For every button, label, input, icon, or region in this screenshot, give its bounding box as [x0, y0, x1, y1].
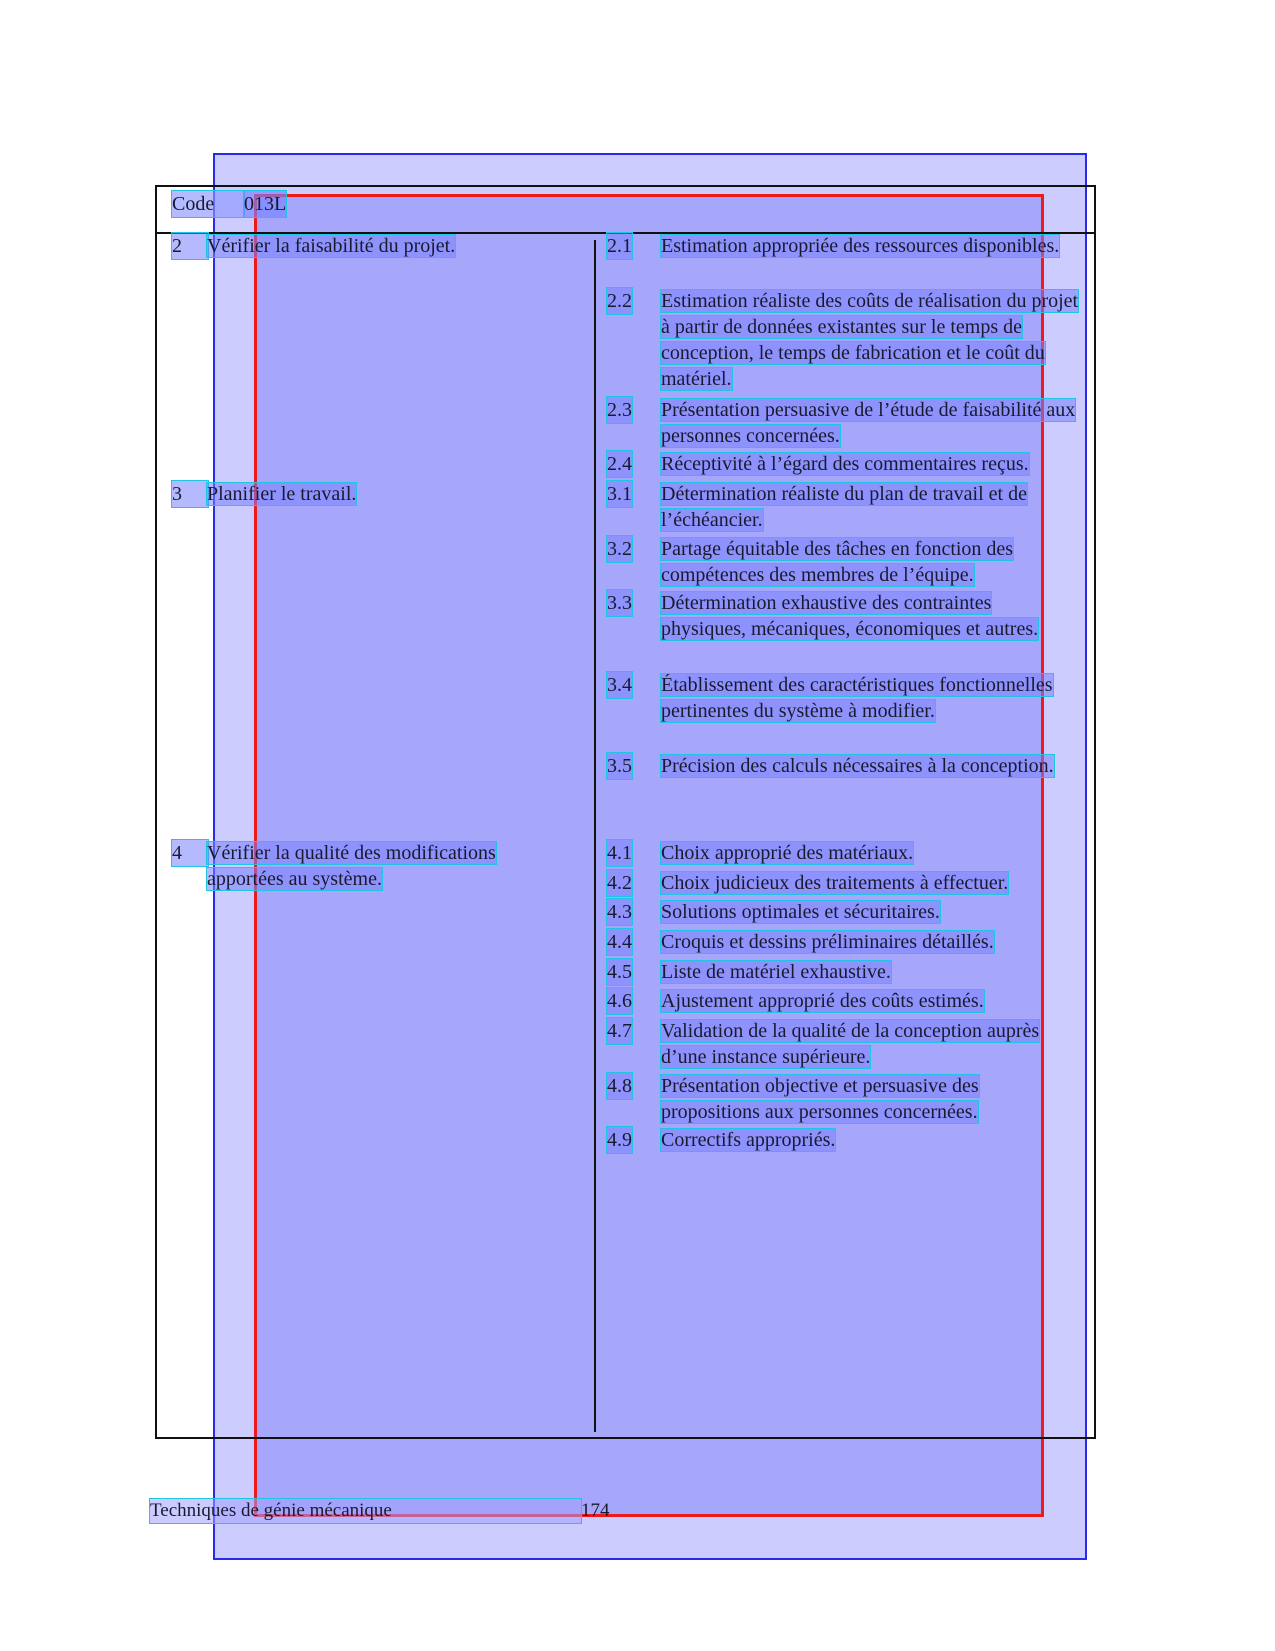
criterion-number: 2.3	[607, 399, 632, 421]
criterion-text: Détermination exhaustive des contraintes physiques, mécaniques, économiques et autres.	[661, 592, 1039, 640]
code-label: Code	[172, 191, 244, 217]
criterion-number: 4.6	[607, 990, 632, 1012]
criterion-text: Précision des calculs nécessaires à la conception.	[661, 755, 1054, 777]
criterion-text: Présentation persuasive de l’étude de faisabilité aux personnes concernées.	[661, 399, 1076, 447]
criterion-text: Choix approprié des matériaux.	[661, 842, 914, 864]
element-number: 3	[172, 481, 208, 507]
element-title: Planifier le travail.	[207, 483, 357, 505]
element-title: Vérifier la faisabilité du projet.	[207, 235, 456, 257]
criterion-text: Choix judicieux des traitements à effectuer.	[661, 872, 1009, 894]
criterion-text: Estimation réaliste des coûts de réalisation du projet à partir de données existantes sur le temps de conception, le temps de fabrication et le coût du matériel.	[661, 290, 1079, 390]
criterion-text: Détermination réaliste du plan de travail et de l’échéancier.	[661, 483, 1027, 531]
criterion-number: 3.2	[607, 538, 632, 560]
criterion-number: 3.4	[607, 674, 632, 696]
criterion-number: 4.4	[607, 931, 632, 953]
criterion-number: 3.1	[607, 483, 632, 505]
footer-program: Techniques de génie mécanique	[150, 1499, 581, 1523]
criterion-text: Présentation objective et persuasive des propositions aux personnes concernées.	[661, 1075, 979, 1123]
criterion-text: Estimation appropriée des ressources disponibles.	[661, 235, 1060, 257]
criterion-text: Ajustement approprié des coûts estimés.	[661, 990, 984, 1012]
criterion-text: Réceptivité à l’égard des commentaires reçus.	[661, 453, 1029, 475]
criterion-text: Établissement des caractéristiques fonctionnelles pertinentes du système à modifier.	[661, 674, 1053, 722]
code-line	[172, 191, 286, 217]
element-title: Vérifier la qualité des modifications apportées au système.	[207, 842, 496, 890]
criterion-number: 3.5	[607, 755, 632, 777]
criterion-number: 2.1	[607, 235, 632, 257]
criterion-number: 4.1	[607, 842, 632, 864]
criterion-text: Correctifs appropriés.	[661, 1129, 836, 1151]
column-divider	[594, 240, 596, 1432]
element-number: 4	[172, 840, 208, 866]
criterion-text: Solutions optimales et sécuritaires.	[661, 901, 940, 923]
criterion-number: 2.4	[607, 453, 632, 475]
criterion-text: Croquis et dessins préliminaires détaillés.	[661, 931, 994, 953]
criterion-number: 3.3	[607, 592, 632, 614]
criterion-text: Partage équitable des tâches en fonction des compétences des membres de l’équipe.	[661, 538, 1014, 586]
criterion-number: 4.9	[607, 1129, 632, 1151]
criterion-number: 4.2	[607, 872, 632, 894]
page-footer	[150, 1499, 610, 1523]
criterion-number: 4.5	[607, 961, 632, 983]
criterion-number: 4.8	[607, 1075, 632, 1097]
criterion-number: 4.7	[607, 1020, 632, 1042]
element-number: 2	[172, 233, 208, 259]
code-value: 013L	[244, 193, 287, 215]
criterion-text: Liste de matériel exhaustive.	[661, 961, 891, 983]
criterion-number: 2.2	[607, 290, 632, 312]
footer-page-number: 174	[581, 1500, 610, 1521]
criterion-number: 4.3	[607, 901, 632, 923]
criterion-text: Validation de la qualité de la conception auprès d’une instance supérieure.	[661, 1020, 1040, 1068]
